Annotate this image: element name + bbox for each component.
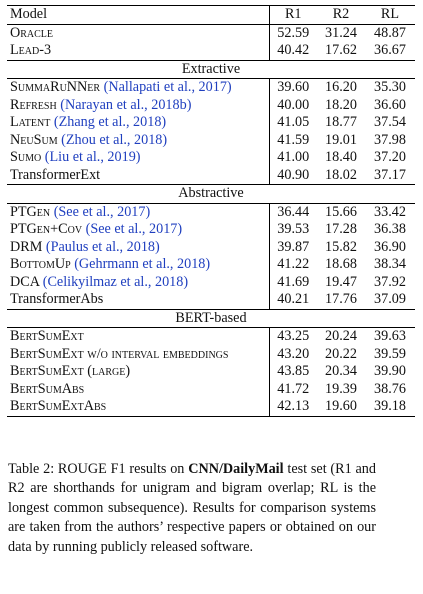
model-cell: [7, 167, 269, 185]
section-header-row: [7, 185, 415, 204]
r1-value: 39.53: [277, 221, 310, 237]
r2-value: 16.20: [325, 79, 357, 95]
table-caption: [8, 460, 376, 557]
rl-value: 33.42: [374, 203, 406, 220]
results-table-body: [7, 6, 415, 417]
rl-value: 36.67: [374, 42, 406, 58]
citation-link: (Celikyilmaz et al., 2018): [42, 273, 189, 290]
section-title: BERT-based: [7, 309, 415, 328]
rl-value: 37.92: [374, 273, 406, 290]
table-row: [7, 363, 415, 381]
table-row: [7, 42, 415, 60]
rl-value: 36.90: [374, 238, 406, 255]
caption-text-before: ROUGE F1 results on: [54, 461, 189, 477]
rl-value: 39.90: [374, 363, 406, 379]
citation-link: (See et al., 2017): [53, 203, 151, 220]
citation-link: (Liu et al., 2019): [44, 149, 141, 165]
table-row: [7, 291, 415, 309]
r2-value: 17.76: [325, 291, 357, 307]
model-cell: [7, 42, 269, 60]
citation-link: (Zhang et al., 2018): [53, 114, 167, 130]
r2-value: 18.68: [325, 256, 357, 272]
table-row: [7, 132, 415, 150]
model-name: Lead-3: [10, 42, 52, 58]
model-name: PTGen: [10, 203, 51, 220]
model-name: DCA: [10, 273, 40, 290]
table-row: [7, 256, 415, 274]
r2-value: 18.20: [325, 96, 357, 113]
section-header-row: [7, 60, 415, 79]
r1-value: 41.69: [277, 273, 310, 290]
rl-value: 48.87: [374, 24, 406, 41]
model-cell: [7, 97, 269, 115]
model-name: SummaRuNNer: [10, 79, 101, 95]
model-cell: [7, 256, 269, 274]
r2-value: 19.47: [325, 273, 357, 290]
model-name: PTGen+Cov: [10, 221, 83, 237]
model-name: Oracle: [10, 24, 54, 41]
table-row: [7, 274, 415, 292]
model-cell: [7, 363, 269, 381]
model-name: Latent: [10, 114, 51, 130]
rl-value: 39.59: [374, 345, 406, 362]
r1-value: 52.59: [277, 24, 310, 41]
model-cell: [7, 114, 269, 132]
citation-link: (Zhou et al., 2018): [61, 131, 168, 148]
model-name: BertSumExtAbs: [10, 398, 107, 414]
model-cell: [7, 203, 269, 221]
table-row: [7, 79, 415, 97]
rl-value: 39.18: [365, 398, 415, 416]
r2-value: 20.22: [325, 345, 357, 362]
column-header-r1: R1: [269, 6, 317, 25]
model-cell: [7, 239, 269, 257]
citation-link: (Nallapati et al., 2017): [103, 79, 232, 95]
r1-value: 43.20: [277, 345, 310, 362]
r1-value: 41.59: [277, 131, 310, 148]
model-name: Sumo: [10, 149, 42, 165]
caption-label: Table 2:: [8, 461, 55, 477]
column-header-rl: RL: [365, 6, 415, 25]
rl-value: 37.54: [374, 114, 406, 130]
caption-text-after: test set (R1 and R2 are shorthands for unigram and bigram overlap; RL is the longest common subsequence). Results for comparison systems are taken from the authors’ respective papers or obtained on our data by running publicly released software.: [8, 461, 376, 555]
table-row: [7, 328, 415, 346]
citation-link: (Gehrmann et al., 2018): [74, 256, 211, 272]
table-row: [7, 239, 415, 257]
r2-value: 19.60: [317, 398, 365, 416]
model-name: TransformerExt: [10, 166, 101, 183]
r1-value: 40.42: [277, 42, 310, 58]
model-name: DRM: [10, 238, 43, 255]
r2-value: 15.66: [325, 203, 357, 220]
column-header-model: Model: [7, 6, 269, 25]
model-cell: [7, 132, 269, 150]
section-title: Abstractive: [7, 185, 415, 204]
table-row: [7, 203, 415, 221]
table-row: [7, 346, 415, 364]
section-header-row: [7, 309, 415, 328]
model-cell: [7, 79, 269, 97]
table-header-row: [7, 6, 415, 25]
table-row: [7, 167, 415, 185]
r2-value: 20.34: [325, 363, 357, 379]
model-cell: [7, 24, 269, 42]
model-name: BertSumExt (large): [10, 363, 131, 379]
rl-value: 37.98: [374, 131, 406, 148]
table-row: [7, 97, 415, 115]
r2-value: 17.28: [325, 221, 357, 237]
rl-value: 38.34: [374, 256, 406, 272]
table-row: [7, 221, 415, 239]
section-title: Extractive: [7, 60, 415, 79]
r1-value: 41.00: [277, 149, 310, 165]
r1-value: 41.05: [277, 114, 310, 130]
r2-value: 19.01: [325, 131, 357, 148]
r1-value: 41.22: [277, 256, 310, 272]
rl-value: 38.76: [374, 380, 406, 397]
model-cell: [7, 149, 269, 167]
r2-value: 17.62: [325, 42, 357, 58]
r1-value: 36.44: [277, 203, 310, 220]
r2-value: 15.82: [325, 238, 357, 255]
table-row: [7, 381, 415, 399]
r1-value: 39.60: [277, 79, 310, 95]
model-cell: [7, 398, 269, 416]
model-name: NeuSum: [10, 131, 58, 148]
r1-value: 42.13: [269, 398, 317, 416]
model-name: BertSumExt: [10, 328, 84, 344]
model-name: BertSumAbs: [10, 380, 85, 397]
model-cell: [7, 328, 269, 346]
model-name: BertSumExt w/o interval embeddings: [10, 345, 229, 362]
model-cell: [7, 291, 269, 309]
model-name: BottomUp: [10, 256, 71, 272]
citation-link: (See et al., 2017): [85, 221, 183, 237]
r2-value: 31.24: [325, 24, 357, 41]
model-name: TransformerAbs: [10, 291, 104, 307]
r2-value: 19.39: [325, 380, 357, 397]
r1-value: 39.87: [277, 238, 310, 255]
model-name: Refresh: [10, 96, 57, 113]
r1-value: 40.21: [277, 291, 310, 307]
model-cell: [7, 346, 269, 364]
rl-value: 37.09: [374, 291, 406, 307]
model-cell: [7, 274, 269, 292]
caption-dataset-name: CNN/DailyMail: [188, 461, 284, 477]
model-cell: [7, 221, 269, 239]
table-row: [7, 114, 415, 132]
rl-value: 39.63: [374, 328, 406, 344]
rl-value: 36.60: [374, 96, 406, 113]
r2-value: 18.77: [325, 114, 357, 130]
r1-value: 40.90: [277, 166, 310, 183]
r2-value: 18.02: [325, 166, 357, 183]
r1-value: 41.72: [277, 380, 310, 397]
results-table: [7, 5, 415, 417]
rl-value: 37.17: [374, 166, 406, 183]
model-cell: [7, 381, 269, 399]
citation-link: (Paulus et al., 2018): [45, 238, 160, 255]
table-row: [7, 24, 415, 42]
citation-link: (Narayan et al., 2018b): [60, 96, 192, 113]
r1-value: 40.00: [277, 96, 310, 113]
r2-value: 20.24: [325, 328, 357, 344]
r1-value: 43.85: [277, 363, 310, 379]
rl-value: 37.20: [374, 149, 406, 165]
rl-value: 36.38: [374, 221, 406, 237]
column-header-r2: R2: [317, 6, 365, 25]
table-row: [7, 149, 415, 167]
r1-value: 43.25: [277, 328, 310, 344]
r2-value: 18.40: [325, 149, 357, 165]
rl-value: 35.30: [374, 79, 406, 95]
table-row: [7, 398, 415, 416]
